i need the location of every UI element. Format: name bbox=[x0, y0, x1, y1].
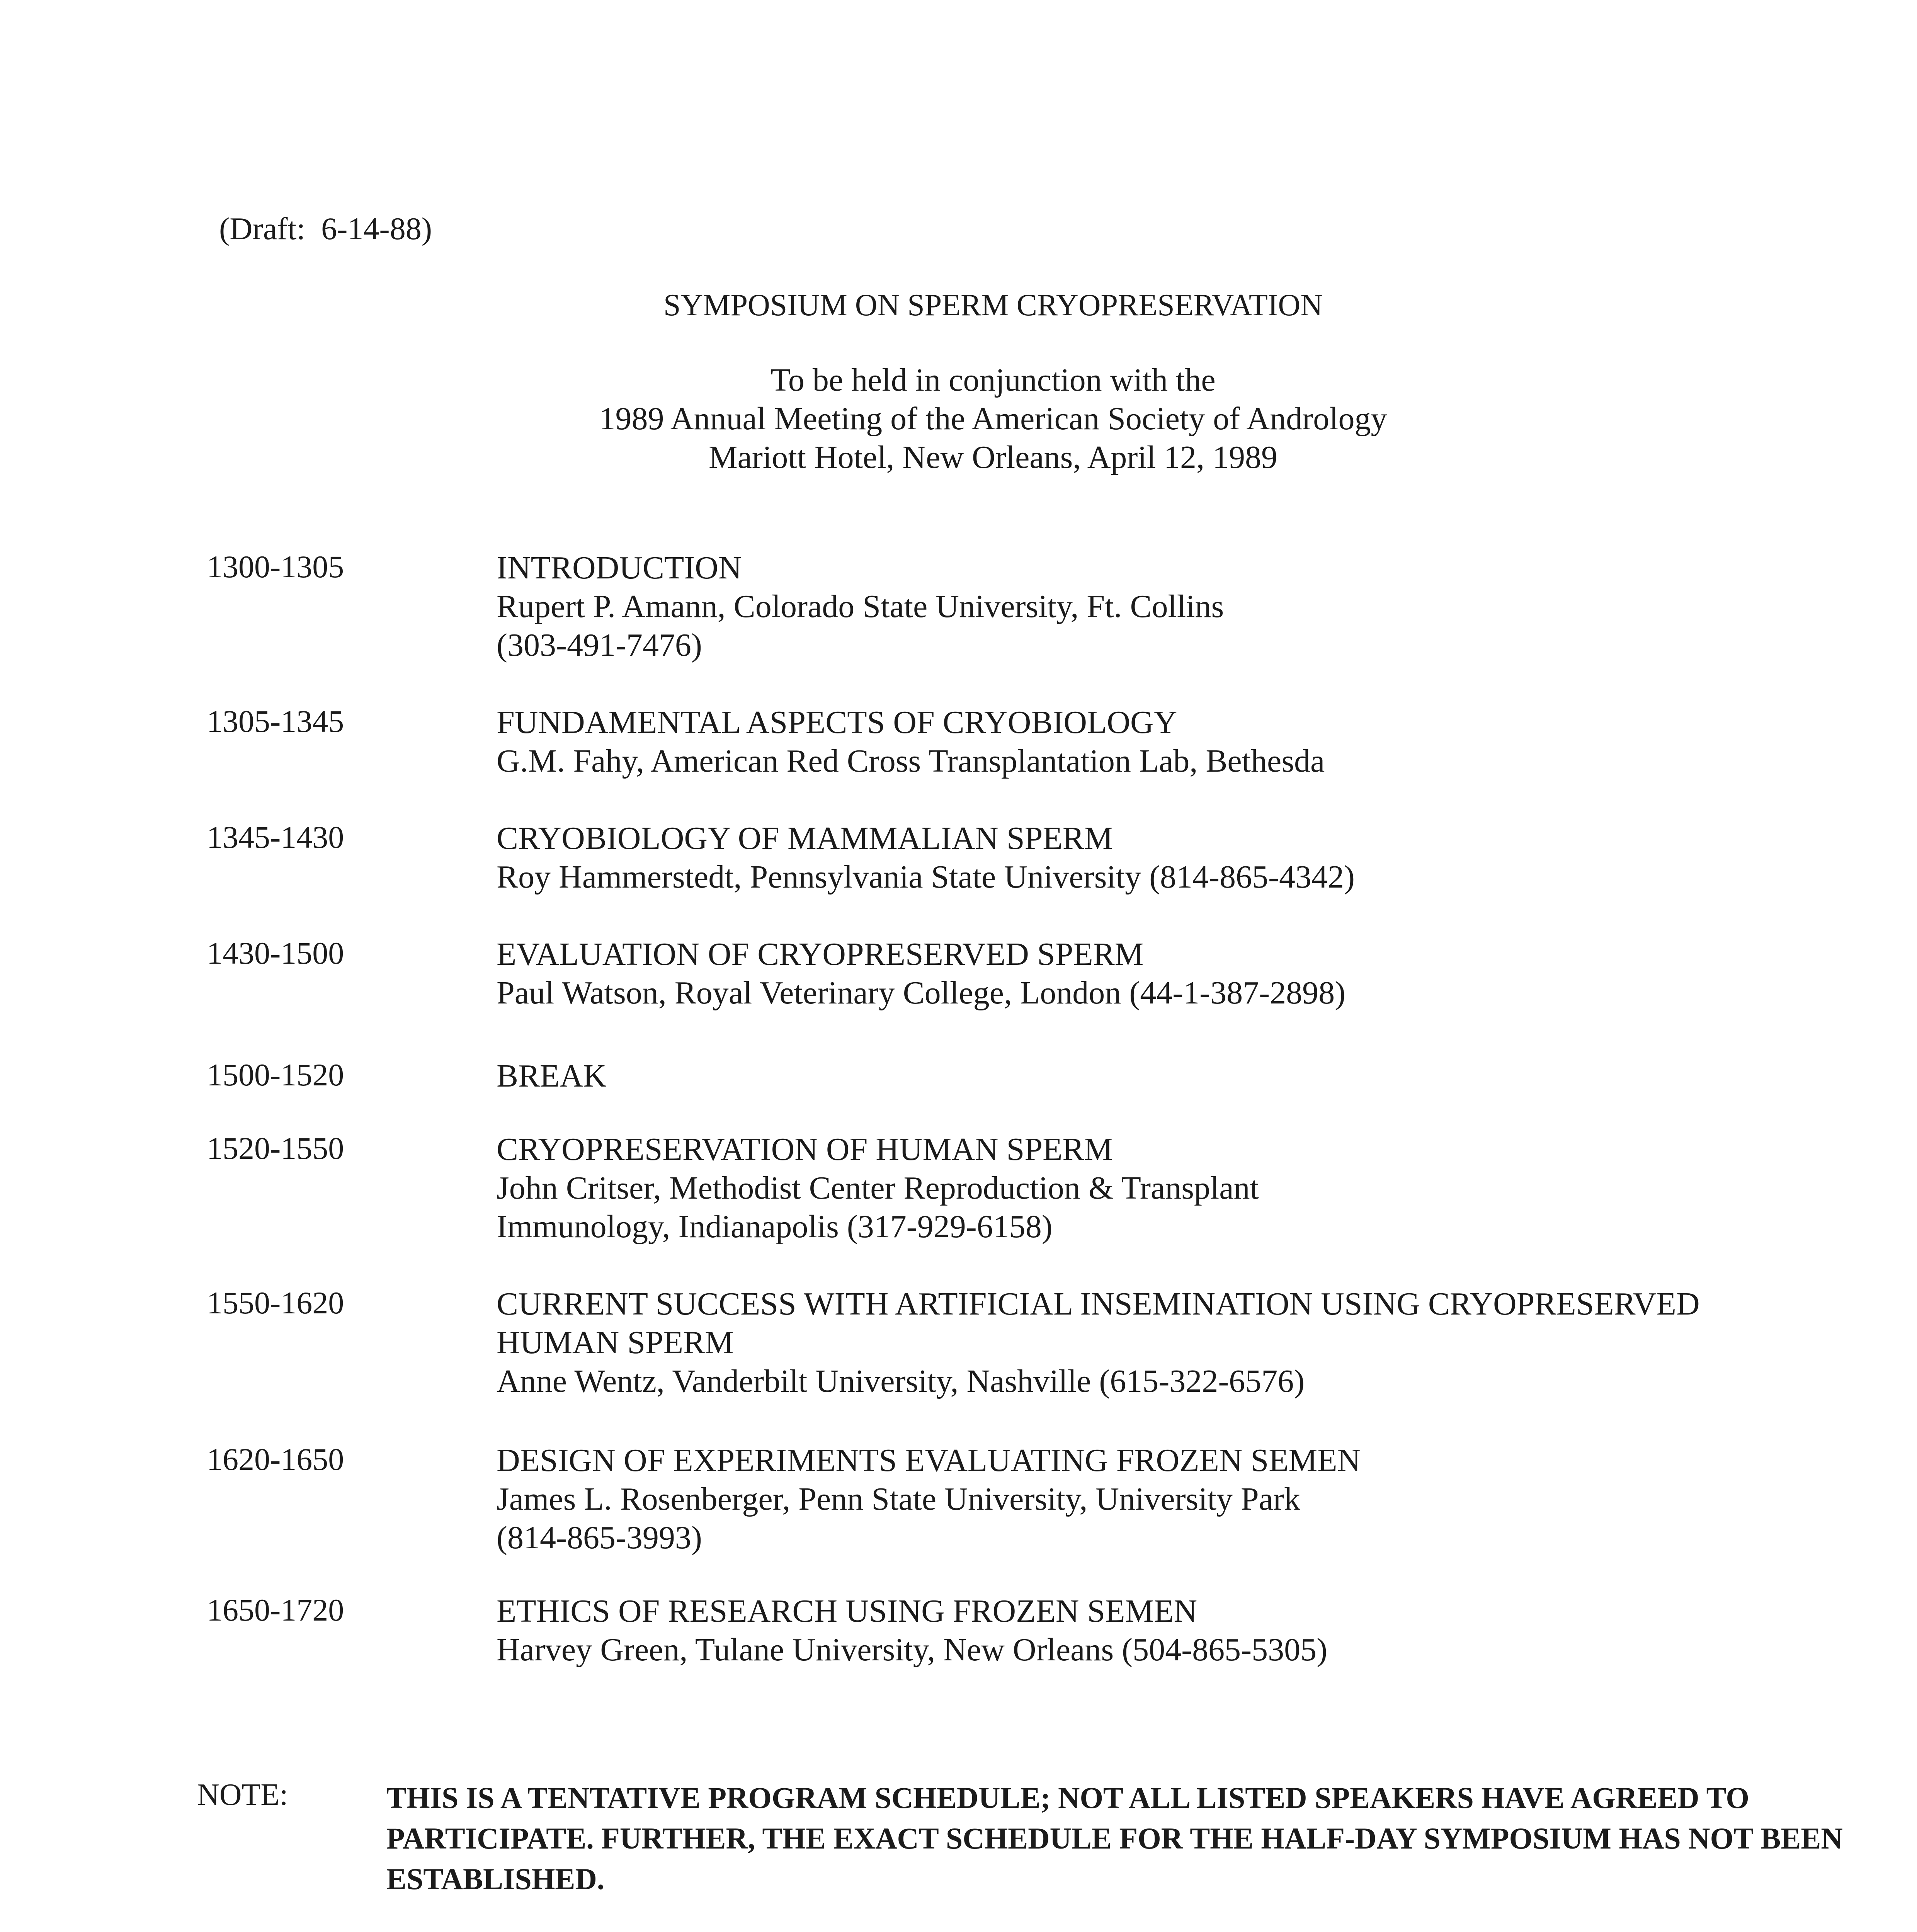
session-details bbox=[497, 1441, 1907, 1557]
session-speaker-line: Harvey Green, Tulane University, New Orleans (504-865-5305) bbox=[497, 1632, 1328, 1668]
session-time: 1550-1620 bbox=[207, 1285, 344, 1320]
session-time: 1305-1345 bbox=[207, 704, 344, 739]
session-speaker-line: G.M. Fahy, American Red Cross Transplantation Lab, Bethesda bbox=[497, 743, 1325, 779]
session-time: 1520-1550 bbox=[207, 1131, 344, 1166]
session-details bbox=[497, 1057, 1907, 1095]
session-title: ETHICS OF RESEARCH USING FROZEN SEMEN bbox=[497, 1593, 1197, 1629]
session-speaker-line: Roy Hammerstedt, Pennsylvania State University (814-865-4342) bbox=[497, 859, 1355, 895]
session-time: 1620-1650 bbox=[207, 1442, 344, 1477]
note-label: NOTE: bbox=[197, 1778, 288, 1812]
session-title: EVALUATION OF CRYOPRESERVED SPERM bbox=[497, 936, 1144, 972]
note-text: THIS IS A TENTATIVE PROGRAM SCHEDULE; NOT ALL LISTED SPEAKERS HAVE AGREED TO PARTICIPATE. FURTHER, THE EXACT SCHEDULE FOR THE HALF-DAY SYMPOSIUM HAS NOT BEEN ESTABLISHED. bbox=[386, 1781, 1843, 1896]
session-speaker-line: Rupert P. Amann, Colorado State University, Ft. Collins bbox=[497, 588, 1224, 624]
session-title: CURRENT SUCCESS WITH ARTIFICIAL INSEMINATION USING CRYOPRESERVED bbox=[497, 1286, 1700, 1322]
session-time: 1650-1720 bbox=[207, 1592, 344, 1628]
session-speaker-line: (814-865-3993) bbox=[497, 1520, 702, 1556]
session-details bbox=[497, 1130, 1907, 1246]
document-title: SYMPOSIUM ON SPERM CRYOPRESERVATION bbox=[663, 288, 1323, 322]
session-details bbox=[497, 1592, 1907, 1669]
session-speaker-line: John Critser, Methodist Center Reproduction & Transplant bbox=[497, 1170, 1259, 1206]
session-speaker-line: James L. Rosenberger, Penn State University, University Park bbox=[497, 1481, 1300, 1517]
session-title: FUNDAMENTAL ASPECTS OF CRYOBIOLOGY bbox=[497, 704, 1177, 740]
session-details bbox=[497, 819, 1907, 896]
session-details bbox=[497, 703, 1907, 781]
session-title: BREAK bbox=[497, 1058, 607, 1094]
session-details bbox=[497, 935, 1907, 1012]
session-time: 1500-1520 bbox=[207, 1057, 344, 1092]
session-time: 1300-1305 bbox=[207, 549, 344, 584]
session-speaker-line: (303-491-7476) bbox=[497, 627, 702, 663]
session-speaker-line: Paul Watson, Royal Veterinary College, London (44-1-387-2898) bbox=[497, 975, 1346, 1011]
subtitle-line-3: Mariott Hotel, New Orleans, April 12, 1989 bbox=[708, 439, 1278, 475]
draft-date: (Draft: 6-14-88) bbox=[219, 211, 432, 246]
session-title: CRYOPRESERVATION OF HUMAN SPERM bbox=[497, 1131, 1113, 1167]
session-time: 1345-1430 bbox=[207, 820, 344, 855]
session-title: INTRODUCTION bbox=[497, 550, 742, 586]
session-speaker-line: HUMAN SPERM bbox=[497, 1325, 734, 1361]
session-details bbox=[497, 549, 1907, 665]
session-speaker-line: Immunology, Indianapolis (317-929-6158) bbox=[497, 1209, 1053, 1245]
session-title: DESIGN OF EXPERIMENTS EVALUATING FROZEN SEMEN bbox=[497, 1442, 1361, 1478]
session-details bbox=[497, 1285, 1907, 1401]
session-speaker-line: Anne Wentz, Vanderbilt University, Nashville (615-322-6576) bbox=[497, 1363, 1305, 1399]
subtitle-line-1: To be held in conjunction with the bbox=[771, 362, 1216, 398]
subtitle-line-2: 1989 Annual Meeting of the American Society of Andrology bbox=[599, 401, 1387, 437]
session-time: 1430-1500 bbox=[207, 935, 344, 971]
session-title: CRYOBIOLOGY OF MAMMALIAN SPERM bbox=[497, 820, 1113, 856]
